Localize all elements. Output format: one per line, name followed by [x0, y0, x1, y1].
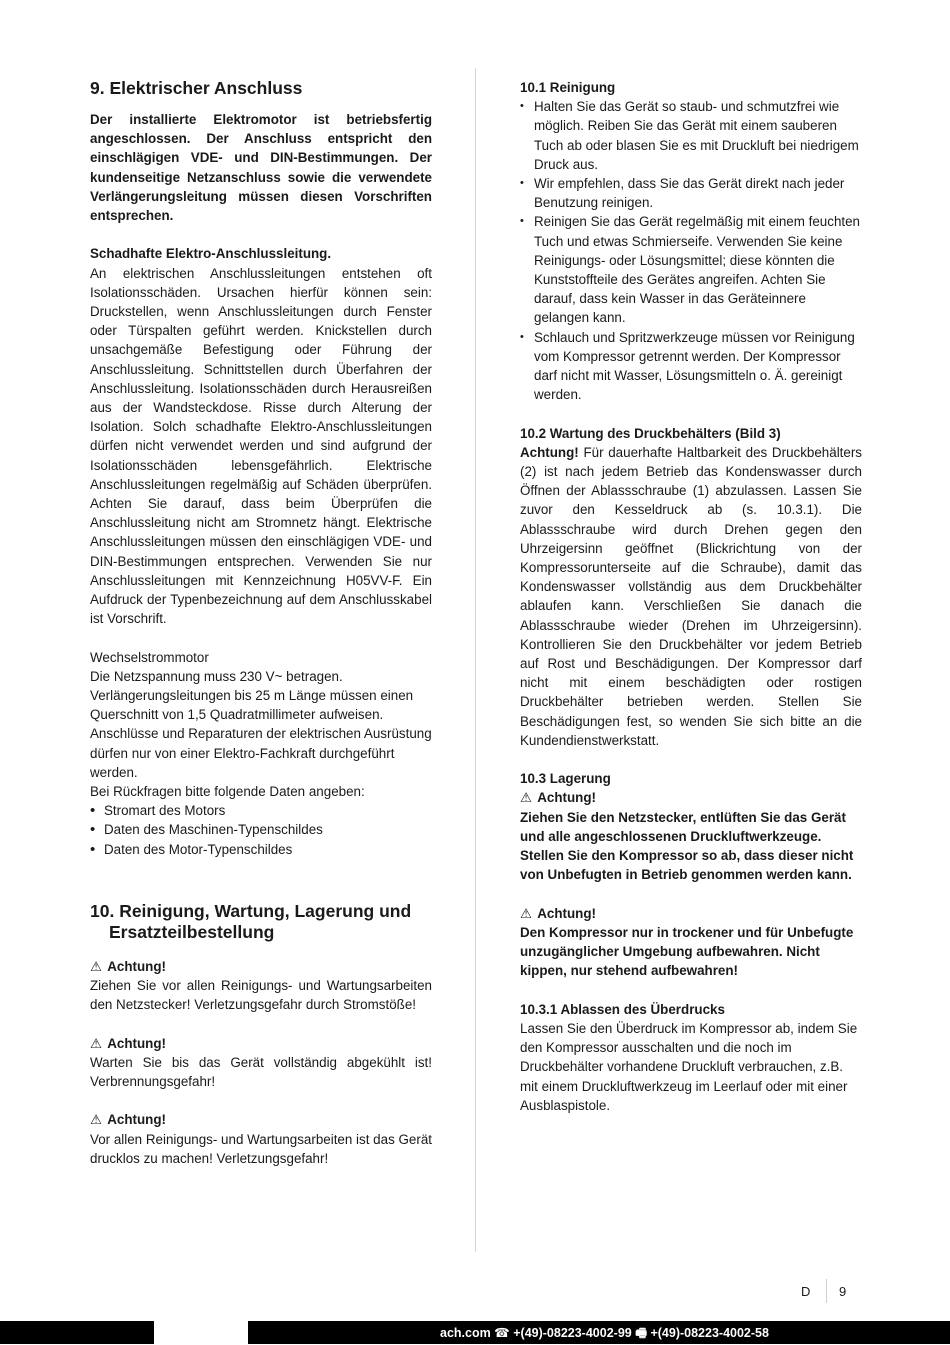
- contact-bar-text: ach.com ☎ +(49)-08223-4002-99 🖷 +(49)-08223-4002-58: [440, 1326, 769, 1340]
- warning-icon: ⚠: [520, 905, 533, 921]
- ac-text-repairs: Anschlüsse und Reparaturen der elektrischen Ausrüstung dürfen nur von einer Elektro-Fachkraft durchgeführt werden.: [90, 726, 432, 780]
- list-item: • Reinigen Sie das Gerät regelmäßig mit einem feuchten Tuch und etwas Schmierseife. Verwenden Sie keine Reinigungs- oder Lösungsmittel; diese könnten die Kunststoffteile des Gerätes angreifen. Achten Sie darauf, dass kein Wasser in das Geräteinnere gelangen kann.: [520, 212, 862, 327]
- left-column: [90, 78, 432, 1168]
- list-item: • Halten Sie das Gerät so staub- und schmutzfrei wie möglich. Reiben Sie das Gerät mit einem sauberen Tuch ab oder blasen Sie es mit Druckluft bei niedrigem Druck aus.: [520, 97, 862, 174]
- section-10-2-text: Achtung! Für dauerhafte Haltbarkeit des Druckbehälters (2) ist nach jedem Betrieb das Kondenswasser durch Öffnen der Ablassschraube (1) abzulassen. Lassen Sie zuvor den Kesseldruck ab (s. 10.3.1). Die Ablassschraube wird durch Drehen gegen den Uhrzeigersinn geöffnet (Blickrichtung von der Kompressorunterseite auf die Schraube), damit das Kondenswasser vollständig aus dem Druckbehälter ablaufen kann. Verschließen Sie danach die Ablassschraube wieder (Drehen im Uhrzeigersinn). Kontrollieren Sie den Druckbehälter vor jedem Betrieb auf Rost und Beschädigungen. Der Kompressor darf nicht mit einem beschädigten oder rostigen Druckbehälter betrieben werden. Stellen Sie Beschädigungen fest, so wenden Sie sich bitte an die Kundendienstwerkstatt.: [520, 444, 862, 748]
- section-9-title: 9. Elektrischer Anschluss: [90, 78, 303, 98]
- defect-heading: Schadhafte Elektro-Anschlussleitung.: [90, 246, 332, 262]
- list-item: • Daten des Maschinen-Typenschildes: [90, 820, 432, 839]
- warning-icon: ⚠: [520, 790, 533, 806]
- cleaning-bullet-list: [520, 97, 862, 404]
- section-10-3-1-text: Lassen Sie den Überdruck im Kompressor ab, indem Sie den Kompressor ausschalten und die noch im Druckbehälter vorhandene Druckluft verbrauchen, z.B. mit einem Druckluftwerkzeug im Leerlauf oder mit einer Ausblaspistole.: [520, 1020, 858, 1113]
- section-10-title: [90, 901, 432, 943]
- ac-text-inquiries: Bei Rückfragen bitte folgende Daten angeben:: [90, 784, 365, 800]
- section-10-3-1-title: 10.3.1 Ablassen des Überdrucks: [520, 1001, 725, 1017]
- section-10-1-title: 10.1 Reinigung: [520, 80, 616, 95]
- footer-separator: [826, 1279, 827, 1303]
- section-9-intro: Der installierte Elektromotor ist betriebsfertig angeschlossen. Der Anschluss entspricht den einschlägigen VDE- und DIN-Bestimmungen. Der kundenseitige Netzanschluss sowie die verwendete Verlängerungsleitung müssen diesen Vorschriften entsprechen.: [90, 112, 432, 224]
- ac-bullet-list: [90, 801, 432, 859]
- list-item: • Daten des Motor-Typenschildes: [90, 840, 432, 859]
- storage-warning-1-text: Ziehen Sie den Netzstecker, entlüften Sie das Gerät und alle angeschlossenen Druckluftwerkzeuge. Stellen Sie den Kompressor so ab, dass dieser nicht von Unbefugten in Betrieb genommen werden kann.: [520, 809, 854, 883]
- storage-warning-2-text: Den Kompressor nur in trockener und für Unbefugte unzugänglicher Umgebung aufbewahren. Nicht kippen, nur stehend aufbewahren!: [520, 924, 854, 979]
- ac-motor-heading: Wechselstrommotor: [90, 649, 209, 665]
- section-10-title-line2: Ersatzteilbestellung: [109, 921, 275, 942]
- column-divider: [475, 68, 476, 1252]
- warning-label: ⚠ Achtung!: [520, 788, 862, 807]
- list-item: • Wir empfehlen, dass Sie das Gerät direkt nach jeder Benutzung reinigen.: [520, 174, 862, 212]
- warning-icon: ⚠: [90, 958, 103, 974]
- section-10-3-title: 10.3 Lagerung: [520, 771, 611, 787]
- warning-2-text: Warten Sie bis das Gerät vollständig abgekühlt ist! Verbrennungsgefahr!: [90, 1054, 432, 1090]
- section-10-title-line1: 10. Reinigung, Wartung, Lagerung und: [90, 900, 412, 921]
- warning-3-text: Vor allen Reinigungs- und Wartungsarbeiten ist das Gerät drucklos zu machen! Verletzungsgefahr!: [90, 1131, 432, 1166]
- contact-bar-gap: [154, 1321, 248, 1344]
- warning-icon: ⚠: [90, 1035, 103, 1051]
- page-number: 9: [839, 1284, 847, 1299]
- list-item: • Stromart des Motors: [90, 801, 432, 820]
- section-10-2-title: 10.2 Wartung des Druckbehälters (Bild 3): [520, 425, 781, 441]
- language-code: D: [801, 1284, 811, 1299]
- warning-label: ⚠ Achtung!: [520, 904, 862, 923]
- defect-text: An elektrischen Anschlussleitungen entstehen oft Isolationsschäden. Ursachen hierfür können sein: Druckstellen, wenn Anschlussleitungen durch Fenster oder Türspalten geführt werden. Knickstellen durch unsachgemäße Befestigung oder Führung der Anschlussleitung. Schnittstellen durch Überfahren der Anschlussleitung. Isolationsschäden durch Herausreißen aus der Wandsteckdose. Risse durch Alterung der Isolation. Solch schadhafte Elektro-Anschlussleitungen dürfen nicht verwendet werden und sind aufgrund der Isolationsschäden lebensgefährlich. Elektrische Anschlussleitungen regelmäßig auf Schäden überprüfen. Achten Sie darauf, dass beim Überprüfen die Anschlussleitung nicht am Stromnetz hängt. Elektrische Anschlussleitungen müssen den einschlägigen VDE- und DIN-Bestimmungen entsprechen. Verwenden Sie nur Anschlussleitungen mit Kennzeichnung H05VV-F. Ein Aufdruck der Typenbezeichnung auf dem Anschlusskabel ist Vorschrift.: [90, 265, 432, 627]
- warning-label: ⚠ Achtung!: [90, 1034, 432, 1053]
- ac-text-voltage: Die Netzspannung muss 230 V~ betragen.: [90, 668, 343, 684]
- warning-label: ⚠ Achtung!: [90, 1110, 432, 1129]
- warning-1-text: Ziehen Sie vor allen Reinigungs- und Wartungsarbeiten den Netzstecker! Verletzungsgefahr durch Stromstöße!: [90, 978, 432, 1013]
- ac-text-extension: Verlängerungsleitungen bis 25 m Länge müssen einen Querschnitt von 1,5 Quadratmillimeter aufweisen.: [90, 688, 414, 723]
- warning-icon: ⚠: [90, 1112, 103, 1128]
- list-item: • Schlauch und Spritzwerkzeuge müssen vor Reinigung vom Kompressor getrennt werden. Der Kompressor darf nicht mit Wasser, Lösungsmitteln o. Ä. gereinigt werden.: [520, 328, 862, 405]
- right-column: [520, 78, 862, 1115]
- warning-label: ⚠ Achtung!: [90, 957, 432, 976]
